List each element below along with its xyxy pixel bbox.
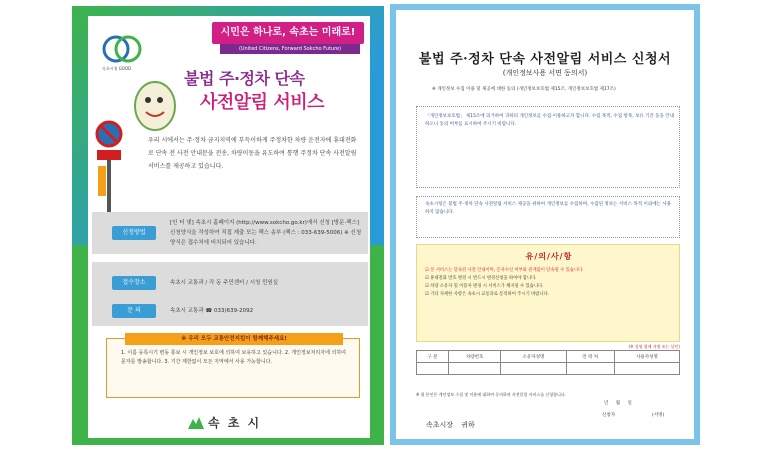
table-header: 구 분 [417,351,449,363]
precaution-item: ☑ 차량 소유자 및 이용자 변경 시 서비스가 해지될 수 있습니다. [425,284,544,289]
brochure-card [88,16,370,438]
consent-law-note: ※ 개인정보 수집 이용 및 제공에 대한 동의 (개인정보보호법 제15조, 개인정보보호법 제17조) [432,87,616,92]
precaution-item: ☑ 본 서비스는 단속전 사전 안내이며, 문자수신 여부와 관계없이 단속될 수 있습니다. [425,268,584,273]
section-label: 신청방법 [112,226,156,240]
signature-field[interactable]: (서명) [652,413,665,418]
table-header: 차량번호 [448,351,501,363]
section-text: [인 터 넷] 속초시 홈페이지 (http://www.sokcho.go.kr)에서 신청 [방문·팩스] 신청양식을 작성하여 직접 제출 또는 팩스 송부 (팩스 : 033-639-5006) ※ 신청양식은 접수처에 비치되어 있습니다. [170,220,362,246]
precautions-list [425,267,675,299]
section-apply-method [92,212,368,254]
table-header: 연 락 처 [566,351,614,363]
brochure-title-line1: 불법 주·정차 단속 [184,69,305,88]
section-label: 접수장소 [112,276,156,290]
service-intro: 우리 시에서는 주·정차 금지지역에 부득이하게 주정차한 차량 운전자에 휴대전화로 단속 전 사전 안내문을 전송, 차량이동을 유도하여 통행 주정차 단속 사전알림 서비스를 제공하고 있습니다. [148,137,357,170]
date-field[interactable]: 년 월 일 [604,401,632,406]
application-form [396,10,694,439]
privacy-consent-box [416,106,680,188]
precaution-item: ☑ 기타 자세한 사항은 속초시 교통과로 문의하여 주시기 바랍니다. [425,292,550,297]
table-cell[interactable] [614,363,679,375]
mascot-icon [128,70,182,134]
table-header: 사용자성명 [614,351,679,363]
application-form-panel [390,4,700,445]
notice-body: 1. 이름 등록시기 변동 통보 시 개인정보 보호에 의하여 보유하고 있습니다. 2. 개인정보처리자에 의하여 문자를 발송합니다. 3. 기간 제한없이 모든 지역에서 사용 가능합니다. [121,350,346,365]
data-usage-box [416,196,680,238]
no-parking-sign-icon [94,120,124,220]
section-text: 속초시 교통과 ☎ 033)639-2092 [170,308,254,314]
table-header: 소유자성명 [501,351,566,363]
section-label: 문 의 [112,304,156,318]
precautions-heading: 유/의/사/항 [525,252,573,261]
section-text: 속초시 교통과 / 각 동 주민센터 / 시청 민원실 [170,280,279,286]
notice-heading: ※ 우리 모두 교통안전지킴이 함께해주세요! [125,333,343,345]
table-cell[interactable] [566,363,614,375]
logo-text: 속초시청 GOOD [102,66,132,71]
signature-note: (※ 성명 옆에 서명 또는 날인) [628,344,680,349]
recipient-mayor: 속초시장 귀하 [426,421,475,429]
brochure-title-line2: 사전알림 서비스 [200,92,324,113]
consent-statement: ※ 위 본인은 개인정보 수집 및 이용에 대하여 동의하며 사전알림 서비스를 신청합니다. [416,392,566,397]
city-logo-icon [102,32,142,66]
precautions-box [416,244,680,342]
slogan-subtitle: (United Citizens, Forward Sokcho Future) [220,44,360,54]
application-table [416,350,680,375]
table-cell[interactable] [417,363,449,375]
city-name: 속 초 시 [208,416,262,430]
city-emblem-icon [188,414,204,428]
slogan-banner: 시민은 하나로, 속초는 미래로! [212,22,364,44]
privacy-consent-text: 「개인정보보호법」 제15조에 의거하여 귀하의 개인정보를 수집·이용하고자 합니다. 수집 목적, 수집 항목, 보유 기간 등을 안내하오니 동의 여부를 표시하여 주시기 바랍니다. [425,114,675,127]
section-contact [92,296,368,326]
applicant-label: 신청자 [602,413,616,418]
table-cell[interactable] [448,363,501,375]
brochure-panel [72,6,384,445]
table-cell[interactable] [501,363,566,375]
precaution-item: ☑ 휴대전화 번호 변경 시 반드시 변경신청을 하여야 합니다. [425,276,537,281]
notice-box [106,338,360,398]
data-usage-text: 속초시청은 불법 주·정차 단속 사전알림 서비스 제공을 위하여 개인정보를 수집하며, 수집된 정보는 서비스 목적 이외에는 사용하지 않습니다. [425,202,672,215]
form-title: 불법 주·정차 단속 사전알림 서비스 신청서 [418,52,672,67]
form-subtitle: (개인정보사용 서면 동의서) [502,69,588,77]
